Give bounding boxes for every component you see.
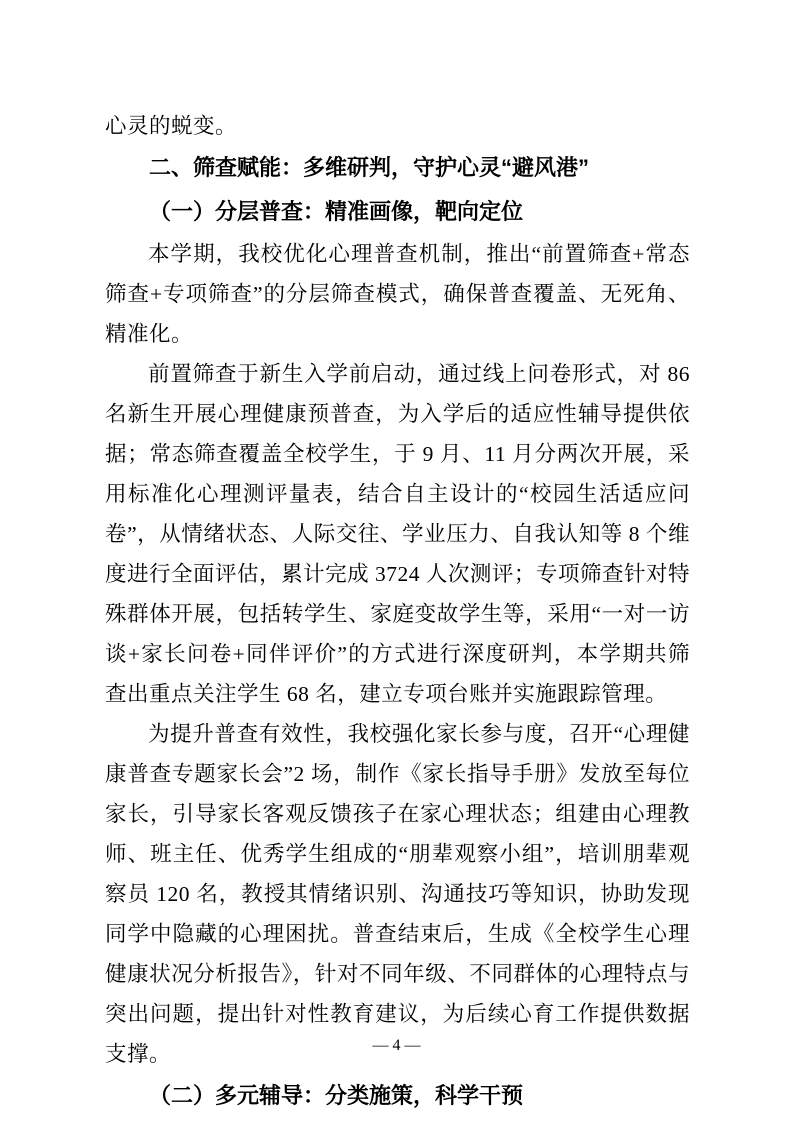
body-paragraph-2: 前置筛查于新生入学前启动，通过线上问卷形式，对 86 名新生开展心理健康预普查，为入学后的适应性辅导提供依据；常态筛查覆盖全校学生，于 9 月、11 月分两次开展，采用标准化心理测评量表，结合自主设计的“校园生活适应问卷”，从情绪状态、人际交往、学业压力、自我认知等 8 个维度进行全面评估，累计完成 3724 人次测评；专项筛查针对特殊群体开展，包括转学生、家庭变故学生等，采用“一对一访谈+家长问卷+同伴评价”的方式进行深度研判，本学期共筛查出重点关注学生 68 名，建立专项台账并实施跟踪管理。 xyxy=(105,362,690,706)
paragraph-continuation: 心灵的蜕变。 xyxy=(105,114,238,138)
page-footer xyxy=(0,1036,793,1056)
page-number: — 4 — xyxy=(372,1037,421,1054)
subsection-heading-2: （二）多元辅导：分类施策，科学干预 xyxy=(149,1083,524,1108)
body-paragraph-1: 本学期，我校优化心理普查机制，推出“前置筛查+常态筛查+专项筛查”的分层筛查模式，确保普查覆盖、无死角、精准化。 xyxy=(105,242,690,346)
document-content xyxy=(105,106,690,1118)
body-paragraph-3: 为提升普查有效性，我校强化家长参与度，召开“心理健康普查专题家长会”2 场，制作《家长指导手册》发放至每位家长，引导家长客观反馈孩子在家心理状态；组建由心理教师、班主任、优秀学生组成的“朋辈观察小组”，培训朋辈观察员 120 名，教授其情绪识别、沟通技巧等知识，协助发现同学中隐藏的心理困扰。普查结束后，生成《全校学生心理健康状况分析报告》，针对不同年级、不同群体的心理特点与突出问题，提出针对性教育建议，为后续心育工作提供数据支撑。 xyxy=(105,722,690,1066)
subsection-heading-1: （一）分层普查：精准画像，靶向定位 xyxy=(149,199,524,224)
section-heading: 二、筛查赋能：多维研判，守护心灵“避风港” xyxy=(149,155,590,180)
